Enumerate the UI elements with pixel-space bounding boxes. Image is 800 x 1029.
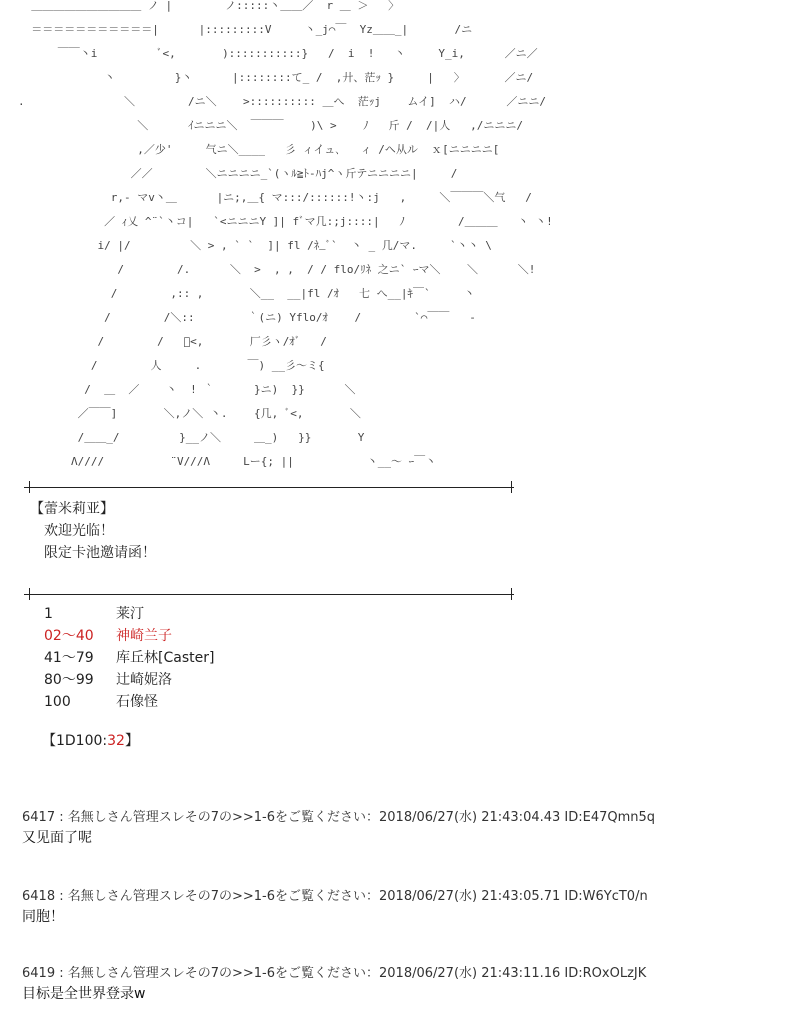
lottery-prize: 石像怪 — [116, 694, 158, 710]
lottery-range: 02～40 — [44, 628, 94, 644]
dice-suffix: 】 — [124, 733, 139, 749]
dice-roll-result — [42, 730, 139, 752]
post-header: 6418 : 名無しさん管理スレその7の>>1-6をご覧ください：2018/06/27(水) 21:43:05.71 ID:W6YcT0/n — [22, 889, 648, 904]
divider-top — [24, 487, 514, 488]
lottery-prize: 神崎兰子 — [116, 628, 172, 644]
lottery-row-highlighted — [44, 625, 214, 647]
divider-bottom — [24, 594, 514, 595]
post-header: 6417 : 名無しさん管理スレその7の>>1-6をご覧ください：2018/06/27(水) 21:43:04.43 ID:E47Qmn5q — [22, 810, 656, 825]
speaker-name: 【蕾米莉亚】 — [30, 501, 114, 517]
lottery-row — [44, 669, 214, 691]
forum-post — [22, 808, 655, 848]
lottery-prize: 辻崎妮洛 — [116, 672, 172, 688]
lottery-row — [44, 603, 214, 625]
dialog-line: 欢迎光临！ — [44, 523, 114, 539]
forum-post — [22, 887, 648, 927]
ascii-art-illustration: ＿＿＿＿＿＿＿＿＿＿ ノ | ノ:::::丶＿＿／ r ＿ ＞ 〉 ＝＝＝＝＝＝＝＝＝＝＝| |:::::::::V 丶_j⌒￣ Yz＿＿_| /ニ ￣￣丶i ﾞ<, ):::::::::::} / i ! 丶 Y_i, ／ニ／ 丶 }丶 |::::::::て_ / ,廾、茫ｯ } | 〉 ／ニ/ . ＼ /ニ＼ >:::::::::: ＿へ 茫ｯj ムイ] ハ/ ／ニニ/ ＼ ｲニニニ＼ ￣￣￣ )\ > ﾉ 斤 / /|人 ,/ニニニ/ ,／少' 气ニ＼____ 彡 ィイュ､ ィ /ヘ从ル ｘ[ニニニニ[ ／／ ＼ニニニニ_`(ヽﾙ≧ﾄ-ﾊj^ヽ斤テニニニニ| / r,- マv丶＿ |ニ;,＿{ マ:::/::::::!丶:j , ＼￣￣￣＼气 / ／ ｨ乂 ^¨`丶コ| `<ニニニY ]| fﾞマ几:;j::::| ﾉ /＿＿＿ 丶 丶! i/ |/ ＼ > , ` ` ]| fl /ﾈ_ﾞ` 丶 _ 几/マ. `丶丶 \ / /. ＼ > , , / / flo/ﾘﾈ 之ニ` ｰマ＼ ＼ ＼! / ,:: , ＼__ __|fl /ｵ 七 へ__|ｷ￣` 丶 / /＼:: ｀(ニ) Yflo/ｵ / `⌒￣￣ - / / ﾞ<, 厂彡ヽ/ｵﾞ / / 人 . ￣) __彡～ミ{ / ＿ ／ 丶 ! ｀ }ニ) }} ＼ ／￣￣] ＼,ノ＼ 丶. {几, ﾞ<, ＼ /＿＿_/ }__ノ＼ ＿_) }} Y Λ//// ¨V///Λ Lー{; || 丶__～ ｰ￣丶 — [18, 0, 553, 468]
dice-value: 32 — [107, 733, 125, 749]
lottery-row — [44, 691, 214, 713]
lottery-prize: 莱汀 — [116, 606, 144, 622]
post-header: 6419 : 名無しさん管理スレその7の>>1-6をご覧ください：2018/06/27(水) 21:43:11.16 ID:ROxOLzJK — [22, 966, 647, 981]
forum-post — [22, 964, 646, 1004]
lottery-row — [44, 647, 214, 669]
post-body: 又见面了呢 — [22, 830, 92, 846]
character-dialog — [30, 498, 156, 564]
lottery-range: 80～99 — [44, 672, 94, 688]
lottery-range: 1 — [44, 606, 53, 622]
dice-prefix: 【1D100: — [42, 733, 108, 749]
lottery-table — [44, 603, 214, 713]
lottery-range: 41～79 — [44, 650, 94, 666]
post-body: 同胞！ — [22, 909, 64, 925]
lottery-range: 100 — [44, 694, 71, 710]
dialog-line: 限定卡池邀请函！ — [44, 545, 156, 561]
post-body: 目标是全世界登录w — [22, 986, 146, 1002]
lottery-prize: 库丘林[Caster] — [116, 650, 215, 666]
